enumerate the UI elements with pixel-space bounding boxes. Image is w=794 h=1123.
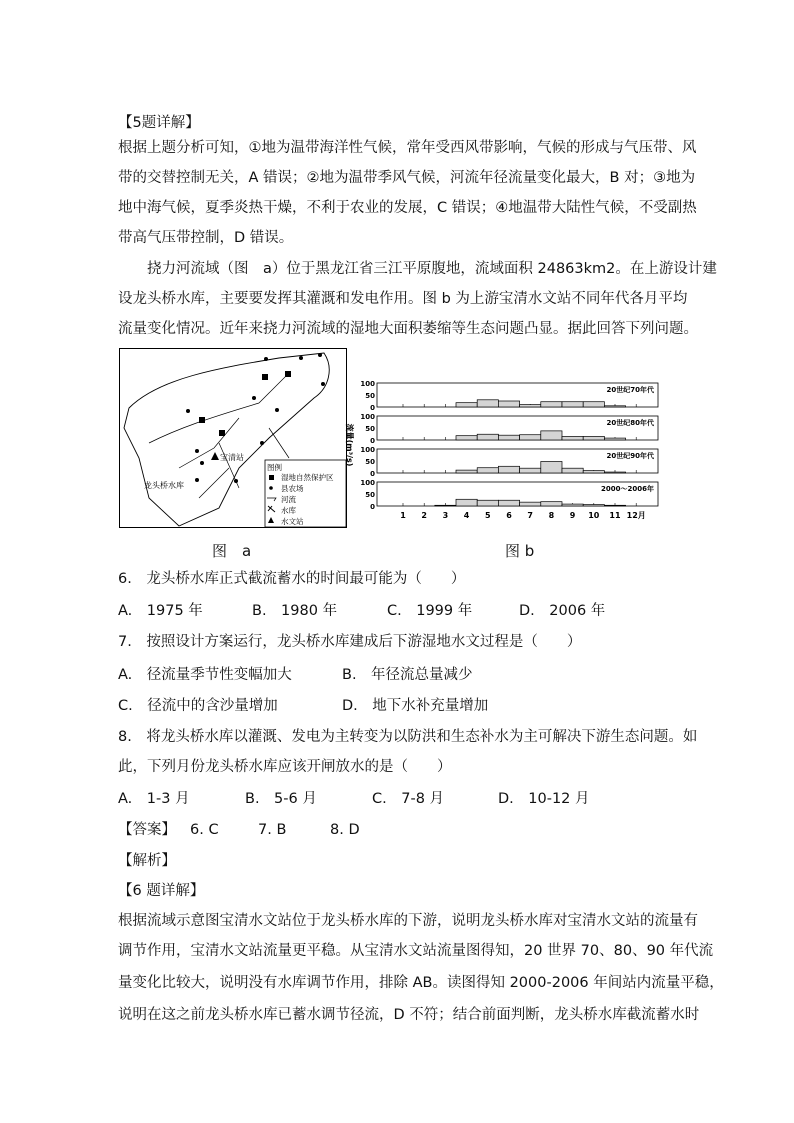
text-line: 根据流域示意图宝清水文站位于龙头桥水库的下游，说明龙头桥水库对宝清水文站的流量有: [118, 913, 698, 929]
bar: [520, 435, 541, 440]
watershed-map: [119, 348, 347, 528]
bar: [456, 470, 477, 473]
answer-value: 8. D: [330, 822, 360, 838]
bar: [498, 466, 519, 473]
option: D. 10-12 月: [498, 791, 590, 807]
bar: [477, 434, 498, 440]
bar: [583, 402, 604, 407]
text-line: 说明在这之前龙头桥水库已蓄水调节径流，D 不符；结合前面判断，龙头桥水库截流蓄水时: [118, 1007, 700, 1023]
y-tick-label: 100: [360, 446, 375, 454]
text-line: 带的交替控制无关，A 错误；②地为温带季风气候，河流年径流量变化最大，B 对；③地为: [118, 170, 696, 186]
text-line: 带高气压带控制，D 错误。: [118, 230, 294, 246]
y-tick-label: 100: [360, 380, 375, 388]
x-tick-label: 5: [485, 511, 491, 520]
bar: [520, 405, 541, 407]
section-heading: 【5题详解】: [118, 115, 200, 131]
text-line: 设龙头桥水库，主要要发挥其灌溉和发电作用。图 b 为上游宝清水文站不同年代各月平均: [118, 291, 688, 307]
y-axis-label: 流量(m³/s): [345, 423, 354, 467]
x-tick-label: 11: [609, 511, 621, 520]
y-tick-label: 0: [370, 437, 375, 445]
x-tick-label: 9: [569, 511, 576, 520]
answer-label: 【答案】: [118, 822, 176, 838]
bar: [435, 505, 456, 506]
series-label: 20世纪80年代: [606, 419, 654, 427]
bar: [583, 436, 604, 440]
option: B. 年径流总量减少: [342, 667, 473, 683]
option: B. 5-6 月: [245, 791, 317, 807]
series-label: 20世纪90年代: [606, 452, 654, 460]
y-tick-label: 100: [360, 479, 375, 487]
bar: [583, 505, 604, 506]
x-tick-label: 3: [442, 511, 449, 520]
option: C. 7-8 月: [372, 791, 445, 807]
legend-item: 水库: [281, 506, 296, 515]
bar: [498, 401, 519, 407]
bar: [456, 403, 477, 407]
bar: [604, 438, 625, 440]
x-tick-label: 4: [463, 511, 470, 520]
bar: [541, 402, 562, 407]
series-label: 20世纪70年代: [606, 386, 654, 394]
answer-value: 6. C: [190, 822, 219, 838]
answer-value: 7. B: [258, 822, 287, 838]
wetland-reserve-icon: [269, 475, 274, 480]
bar: [498, 435, 519, 440]
reservoir-label: 龙头桥水库: [144, 481, 184, 490]
x-tick-label: 10: [588, 511, 600, 520]
section-heading: 【6 题详解】: [118, 883, 205, 899]
bar: [562, 468, 583, 473]
y-tick-label: 0: [370, 503, 375, 511]
option: A. 1975 年: [118, 603, 203, 619]
bar: [456, 499, 477, 506]
farm-icon: [269, 486, 273, 490]
y-tick-label: 100: [360, 413, 375, 421]
option: D. 2006 年: [519, 603, 606, 619]
x-tick-label: 12月: [626, 511, 646, 520]
question-8: 8. 将龙头桥水库以灌溉、发电为主转变为以防洪和生态补水为主可解决下游生态问题。如: [118, 729, 698, 745]
bar: [541, 502, 562, 506]
y-tick-label: 50: [365, 458, 375, 466]
bar: [477, 400, 498, 407]
bar: [604, 505, 625, 506]
y-tick-label: 0: [370, 404, 375, 412]
text-line: 根据上题分析可知，①地为温带海洋性气候，常年受西风带影响，气候的形成与气压带、风: [118, 140, 697, 156]
x-tick-label: 1: [400, 511, 406, 520]
figure-a-caption: 图 a: [212, 542, 252, 560]
bar: [562, 436, 583, 440]
bar: [562, 402, 583, 407]
bar: [520, 502, 541, 506]
bar: [477, 500, 498, 506]
bar: [604, 472, 625, 473]
bar: [520, 468, 541, 473]
question-7: 7. 按照设计方案运行，龙头桥水库建成后下游湿地水文过程是（ ）: [118, 634, 582, 650]
bar: [541, 431, 562, 440]
x-tick-label: 8: [548, 511, 555, 520]
bar: [562, 504, 583, 506]
option: A. 径流量季节性变幅加大: [118, 667, 292, 683]
legend-item: 县农场: [281, 484, 304, 493]
text-line: 此，下列月份龙头桥水库应该开闸放水的是（ ）: [118, 759, 452, 775]
x-tick-label: 6: [506, 511, 512, 520]
legend-item: 河流: [281, 495, 296, 504]
text-line: 量变化比较大，说明没有水库调节作用，排除 AB。读图得知 2000-2006 年间站内流量平稳，: [118, 975, 724, 991]
text-line: 地中海气候，夏季炎热干燥，不利于农业的发展，C 错误；④地温带大陆性气候，不受副热: [118, 200, 697, 216]
x-tick-label: 2: [421, 511, 427, 520]
bar: [477, 468, 498, 473]
y-tick-label: 50: [365, 491, 375, 499]
text-line: 调节作用，宝清水文站流量更平稳。从宝清水文站流量图得知，20 世界 70、80、90 年代流: [118, 943, 714, 959]
y-tick-label: 50: [365, 392, 375, 400]
y-tick-label: 0: [370, 470, 375, 478]
text-line: 挠力河流域（图 a）位于黑龙江省三江平原腹地，流域面积 24863km2。在上游设计建: [147, 261, 717, 277]
option: A. 1-3 月: [118, 791, 190, 807]
station-label: 宝清站: [220, 453, 244, 462]
x-tick-label: 7: [527, 511, 533, 520]
option: B. 1980 年: [252, 603, 338, 619]
option: C. 径流中的含沙量增加: [118, 698, 278, 714]
bar: [583, 471, 604, 473]
figure-b-caption: 图 b: [505, 542, 535, 560]
text-line: 流量变化情况。近年来挠力河流域的湿地大面积萎缩等生态问题凸显。据此回答下列问题。: [118, 321, 698, 337]
bar: [498, 500, 519, 506]
option: D. 地下水补充量增加: [342, 698, 489, 714]
analysis-heading: 【解析】: [118, 853, 176, 869]
legend-item: 湿地自然保护区: [281, 473, 334, 482]
legend-item: 水文站: [281, 517, 304, 526]
y-tick-label: 50: [365, 425, 375, 433]
bar: [456, 436, 477, 440]
option: C. 1999 年: [387, 603, 473, 619]
series-label: 2000～2006年: [601, 485, 654, 493]
bar: [541, 461, 562, 473]
question-6: 6. 龙头桥水库正式截流蓄水的时间最可能为（ ）: [118, 571, 466, 587]
legend-title: 图例: [267, 463, 282, 472]
bar: [604, 406, 625, 407]
flow-chart: [345, 375, 665, 525]
